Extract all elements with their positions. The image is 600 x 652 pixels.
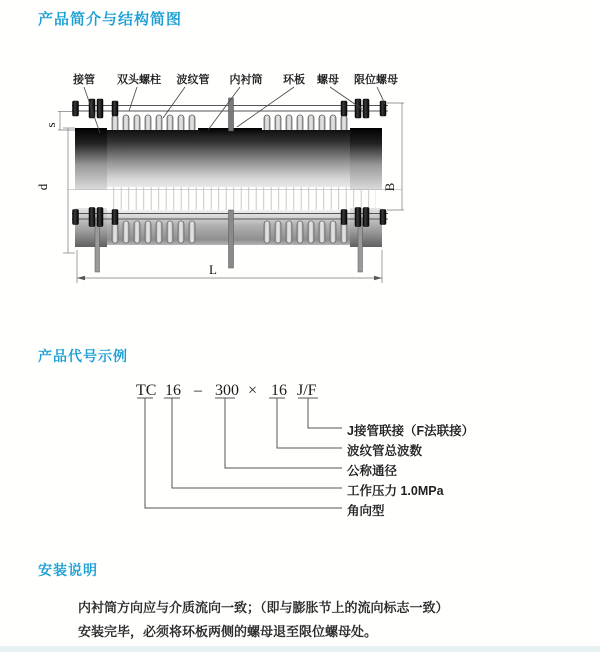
bellows-hidden-lines [112, 187, 376, 210]
install-instruction-line1: 内衬筒方向应与介质流向一致；（即与膨胀节上的流向标志一致） [78, 600, 449, 615]
part-label-nut: 螺母 [317, 74, 339, 86]
code-desc-pressure: 工作压力 1.0MPa [347, 484, 444, 498]
upper-shell [75, 130, 382, 187]
part-label-pipe: 接管 [73, 74, 95, 86]
arrow-left [77, 276, 85, 280]
right-pipe-end [350, 128, 382, 190]
dim-label-d: d [35, 183, 50, 191]
section-title-install: 安装说明 [38, 562, 98, 578]
dim-label-l: L [209, 262, 217, 277]
dimension-b [387, 103, 404, 210]
dimension-d [63, 128, 75, 253]
code-desc-connection: J接管联接（F法联接） [347, 424, 475, 438]
section-title-code: 产品代号示例 [38, 348, 128, 364]
code-token-type: TC [136, 382, 157, 399]
code-token-diameter: 300 [215, 382, 239, 399]
dim-label-b: B [382, 182, 397, 192]
part-label-bellows: 波纹管 [176, 74, 210, 86]
part-label-limit-nut: 限位螺母 [354, 74, 398, 86]
code-desc-waves: 波纹管总波数 [347, 444, 423, 458]
install-instruction-line2: 安装完毕，必须将环板两侧的螺母退至限位螺母处。 [78, 624, 378, 639]
arrow-right [374, 276, 382, 280]
page-bottom-strip [0, 646, 600, 652]
part-label-liner: 内衬筒 [229, 74, 263, 86]
code-connector-lines [120, 396, 480, 521]
left-pipe-end [75, 128, 107, 190]
code-token-dash: – [194, 382, 202, 399]
code-desc-diameter: 公称通径 [347, 464, 398, 478]
structure-diagram [35, 65, 420, 315]
code-token-waves: 16 [271, 382, 287, 399]
part-label-stud: 双头螺柱 [117, 74, 161, 86]
section-title-intro: 产品简介与结构简图 [38, 11, 183, 28]
dim-label-s: s [43, 122, 58, 128]
code-token-times: × [248, 382, 258, 399]
code-desc-type: 角向型 [347, 504, 385, 518]
code-token-pressure: 16 [165, 382, 181, 399]
part-label-ring-plate: 环板 [283, 74, 305, 86]
code-token-connection: J/F [297, 382, 317, 399]
